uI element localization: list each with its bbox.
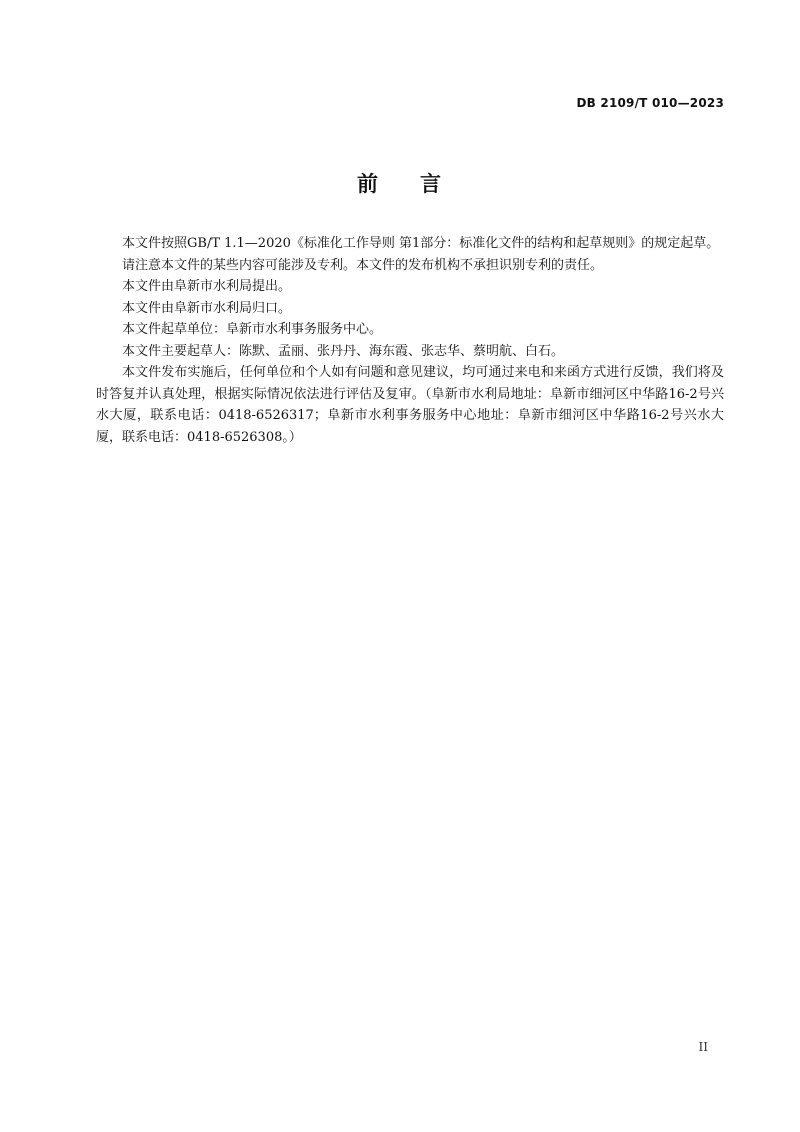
paragraph-proposer: 本文件由阜新市水利局提出。 bbox=[122, 279, 292, 294]
page-number: II bbox=[698, 1040, 708, 1054]
paragraph-feedback: 本文件发布实施后，任何单位和个人如有问题和意见建议，均可通过来电和来函方式进行反馈，我们将及时答复并认真处理，根据实际情况依法进行评估及复审。（阜新市水利局地址：阜新市细河区中华路16-2号兴水大厦，联系电话：0418-6526317；阜新市水利事务服务中心地址：阜新市细河区中华路16-2号兴水大厦，联系电话：0418-6526308。） bbox=[96, 365, 724, 445]
paragraph-administrator: 本文件由阜新市水利局归口。 bbox=[122, 300, 292, 316]
page-title bbox=[0, 168, 800, 198]
paragraph-drafters: 本文件主要起草人：陈默、孟丽、张丹丹、海东霞、张志华、蔡明航、白石。 bbox=[122, 343, 565, 359]
title-char-1: 前 bbox=[357, 172, 380, 196]
foreword-body bbox=[96, 233, 724, 448]
paragraph-patent-notice: 请注意本文件的某些内容可能涉及专利。本文件的发布机构不承担识别专利的责任。 bbox=[122, 257, 604, 273]
paragraph-drafting-rules: 本文件按照GB/T 1.1—2020《标准化工作导则 第1部分：标准化文件的结构和起草规则》的规定起草。 bbox=[122, 236, 720, 251]
title-char-2: 言 bbox=[420, 172, 443, 196]
standard-code: DB 2109/T 010—2023 bbox=[576, 96, 724, 110]
paragraph-drafting-unit: 本文件起草单位：阜新市水利事务服务中心。 bbox=[122, 322, 383, 337]
